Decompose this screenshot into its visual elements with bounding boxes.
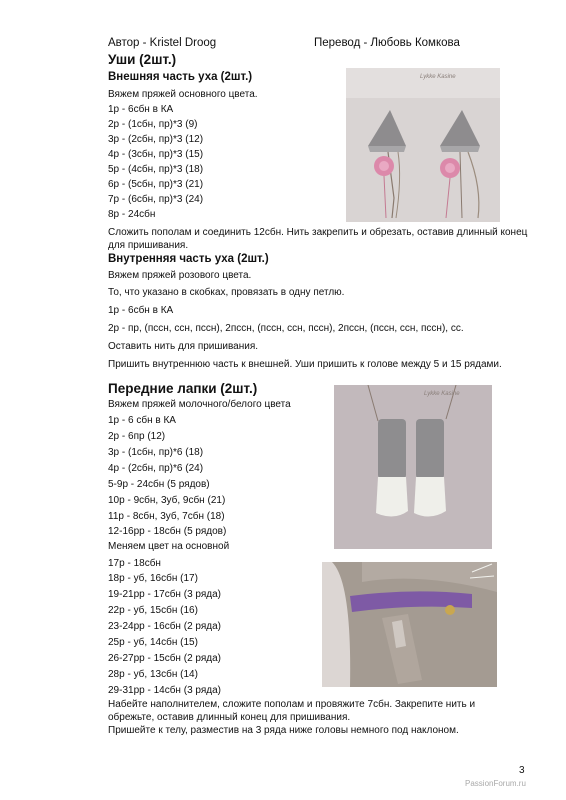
outer-ear-line: 2р - (1сбн, пр)*3 (9)	[108, 119, 198, 130]
paws-line: 28р - уб, 13сбн (14)	[108, 669, 198, 680]
paws-line: 3р - (1сбн, пр)*6 (18)	[108, 447, 204, 458]
inner-ear-line: Вяжем пряжей розового цвета.	[108, 270, 252, 281]
author-credit: Автор - Kristel Droog	[108, 37, 217, 49]
subsection-title-inner-ear: Внутренняя часть уха (2шт.)	[108, 253, 269, 265]
paws-line: Меняем цвет на основной	[108, 541, 230, 552]
photo-watermark: Lykke Kasine	[420, 74, 456, 80]
outer-ear-line: 4р - (3сбн, пр)*3 (15)	[108, 149, 204, 160]
ears-illustration	[346, 68, 500, 222]
ears-photo	[346, 68, 500, 222]
translation-credit: Перевод - Любовь Комкова	[314, 37, 460, 49]
outer-ear-line: 5р - (4сбн, пр)*3 (18)	[108, 164, 204, 175]
inner-ear-line: То, что указано в скобках, провязать в одну петлю.	[108, 287, 345, 298]
paws-line: 18р - уб, 16сбн (17)	[108, 573, 198, 584]
paws-line: 29-31рр - 14сбн (3 ряда)	[108, 685, 221, 696]
paws-line: 1р - 6 сбн в КА	[108, 415, 176, 426]
paws-line: 23-24рр - 16сбн (2 ряда)	[108, 621, 221, 632]
paws-line: 2р - 6пр (12)	[108, 431, 166, 442]
paws-line: 12-16рр - 18сбн (5 рядов)	[108, 526, 227, 537]
section-title-paws: Передние лапки (2шт.)	[108, 381, 258, 396]
inner-ear-line: Пришить внутреннюю часть к внешней. Уши пришить к голове между 5 и 15 рядами.	[108, 359, 502, 370]
inner-ear-line: 1р - 6сбн в КА	[108, 305, 174, 316]
photo-watermark: Lykke Kasine	[424, 391, 460, 397]
outer-ear-line: 6р - (5сбн, пр)*3 (21)	[108, 179, 204, 190]
toy-collar-photo	[322, 562, 497, 687]
outer-ear-line: 3р - (2сбн, пр)*3 (12)	[108, 134, 204, 145]
outer-ear-note: Сложить пополам и соединить 12сбн. Нить закрепить и обрезать, оставив длинный конец для пришивания.	[108, 227, 528, 251]
page-number: 3	[519, 765, 525, 776]
subsection-title-outer-ear: Внешняя часть уха (2шт.)	[108, 71, 253, 83]
outer-ear-line: 1р - 6сбн в КА	[108, 104, 174, 115]
paws-note: Набейте наполнителем, сложите пополам и провяжите 7сбн. Закрепите нить и обрежьте, оставив длинный конец для пришивания.	[108, 699, 476, 723]
paws-line: 25р - уб, 14сбн (15)	[108, 637, 198, 648]
section-title-ears: Уши (2шт.)	[108, 52, 177, 67]
site-watermark: PassionForum.ru	[465, 779, 526, 788]
outer-ear-line: 7р - (6сбн, пр)*3 (24)	[108, 194, 204, 205]
paws-line: 22р - уб, 15сбн (16)	[108, 605, 198, 616]
paws-photo	[334, 385, 492, 549]
paws-line: 19-21рр - 17сбн (3 ряда)	[108, 589, 221, 600]
outer-ear-line: 8р - 24сбн	[108, 209, 156, 220]
paws-note: Пришейте к телу, разместив на 3 ряда ниже головы немного под наклоном.	[108, 725, 459, 736]
outer-ear-line: Вяжем пряжей основного цвета.	[108, 89, 258, 100]
toy-collar-illustration	[322, 562, 497, 687]
paws-line: 10р - 9сбн, 3уб, 9сбн (21)	[108, 495, 226, 506]
paws-line: 4р - (2сбн, пр)*6 (24)	[108, 463, 204, 474]
paws-line: 26-27рр - 15сбн (2 ряда)	[108, 653, 221, 664]
paws-line: Вяжем пряжей молочного/белого цвета	[108, 399, 291, 410]
inner-ear-line: 2р - пр, (пссн, ссн, пссн), 2пссн, (пссн, ссн, пссн), 2пссн, (пссн, ссн, пссн), сс.	[108, 323, 464, 334]
paws-line: 17р - 18сбн	[108, 558, 161, 569]
paws-line: 5-9р - 24сбн (5 рядов)	[108, 479, 210, 490]
paws-line: 11р - 8сбн, 3уб, 7сбн (18)	[108, 511, 225, 522]
inner-ear-line: Оставить нить для пришивания.	[108, 341, 259, 352]
paws-illustration	[334, 385, 492, 549]
